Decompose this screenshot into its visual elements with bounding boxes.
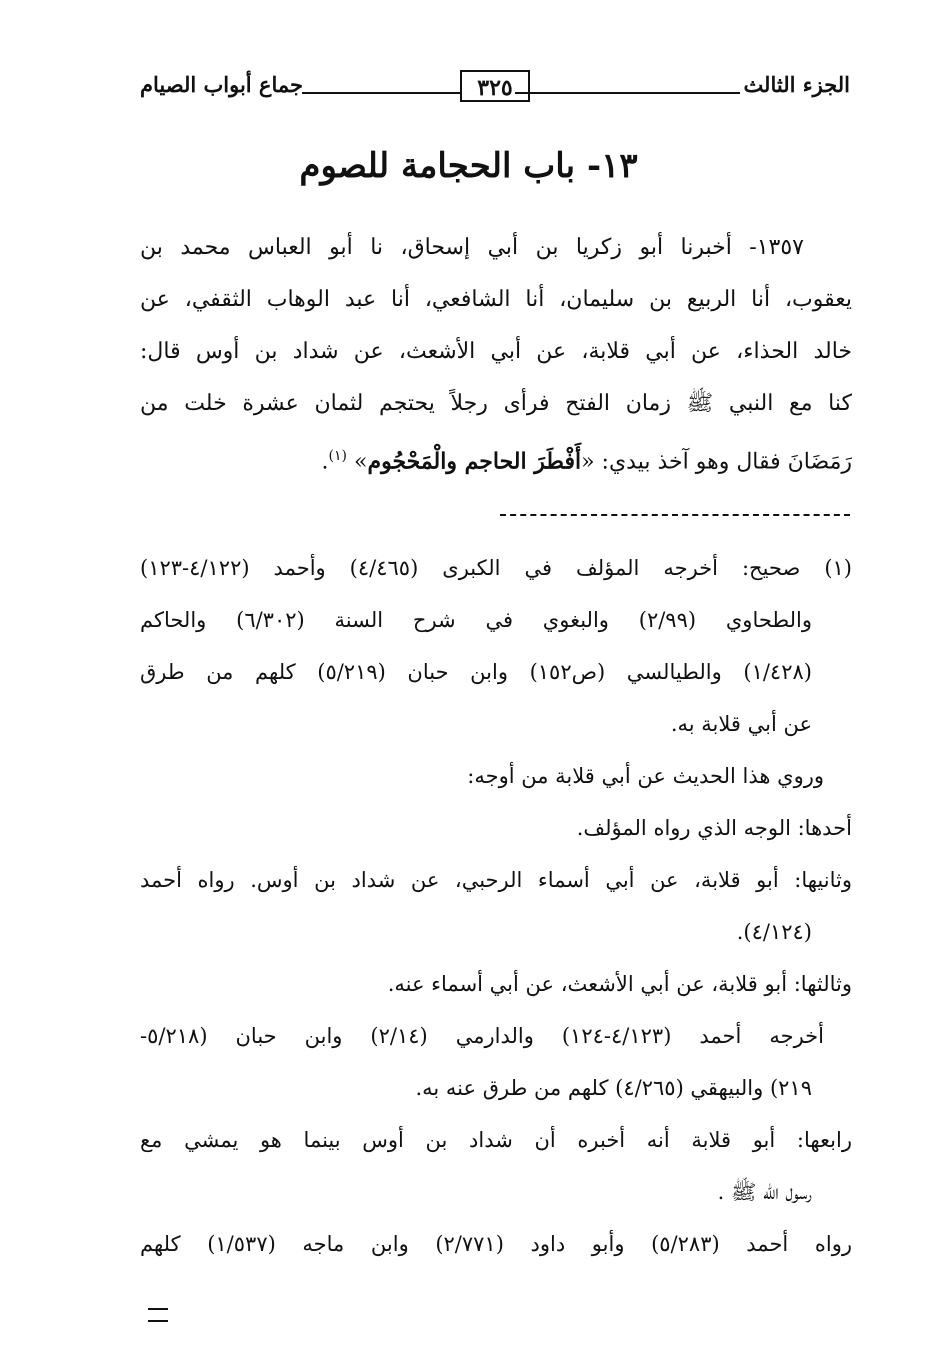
- hadith-line: خالد الحذاء، عن أبي قلابة، عن أبي الأشعث، عن شداد بن أوس قال:: [140, 339, 852, 364]
- footnote-line: وثالثها: أبو قلابة، عن أبي الأشعث، عن أبي أسماء عنه.: [387, 972, 852, 996]
- footnote-line: رواه أحمد (٥/٢٨٣) وأبو داود (٢/٧٧١) وابن ماجه (١/٥٣٧) كلهم: [140, 1232, 852, 1256]
- footnote-line: (١) صحيح: أخرجه المؤلف في الكبرى (٤/٤٦٥) وأحمد (٤/١٢٢-١٢٣): [140, 556, 852, 580]
- header-rule-right: [515, 92, 740, 94]
- footnote-line: أخرجه أحمد (٤/١٢٣-١٢٤) والدارمي (٢/١٤) وابن حبان (٥/٢١٨-: [140, 1024, 824, 1048]
- header-rule-left: [302, 92, 460, 94]
- footnote-line: عن أبي قلابة به.: [670, 712, 812, 736]
- page-number: ٣٢٥: [460, 70, 530, 102]
- hadith-line: كنا مع النبي ﷺ زمان الفتح فرأى رجلاً يحتجم لثمان عشرة خلت من: [140, 391, 852, 416]
- footnote-line: ٢١٩) والبيهقي (٤/٢٦٥) كلهم من طرق عنه به.: [415, 1076, 812, 1100]
- footnote-line: وثانيها: أبو قلابة، عن أبي أسماء الرحبي، عن شداد بن أوس. رواه أحمد: [140, 868, 852, 892]
- volume-label: الجزء الثالث: [743, 72, 850, 97]
- chapter-title: ١٣- باب الحجامة للصوم: [299, 146, 638, 186]
- footnote-separator: [500, 514, 850, 516]
- continuation-mark: [148, 1308, 168, 1322]
- hadith-line: يعقوب، أنا الربيع بن سليمان، أنا الشافعي، أنا عبد الوهاب الثقفي، عن: [140, 287, 852, 312]
- footnote-line: وروي هذا الحديث عن أبي قلابة من أوجه:: [467, 764, 824, 788]
- section-label: جماع أبواب الصيام: [140, 72, 303, 97]
- hadith-period: .: [321, 449, 329, 475]
- hadith-quote: أَفْطَرَ الحاجم والْمَحْجُوم: [367, 448, 582, 475]
- footnote-line: رسول الله ﷺ .: [717, 1180, 812, 1204]
- footnote-line: (١/٤٢٨) والطيالسي (ص١٥٢) وابن حبان (٥/٢١٩) كلهم من طرق: [140, 660, 812, 684]
- footnote-line: والطحاوي (٢/٩٩) والبغوي في شرح السنة (٦/٣٠٢) والحاكم: [140, 608, 812, 632]
- hadith-line: ١٣٥٧- أخبرنا أبو زكريا بن أبي إسحاق، نا أبو العباس محمد بن: [140, 235, 804, 260]
- footnote-line: رابعها: أبو قلابة أنه أخبره أن شداد بن أوس بينما هو يمشي مع: [140, 1128, 852, 1152]
- footnotes: [140, 542, 852, 1270]
- hadith-line: رَمَضَانَ فقال وهو آخذ بيدي: «: [581, 449, 852, 475]
- hadith-quote-end: »: [353, 449, 368, 475]
- footnote-line: (٤/١٢٤).: [736, 920, 812, 944]
- footnote-line: أحدها: الوجه الذي رواه المؤلف.: [576, 816, 852, 840]
- footnote-reference[interactable]: (١): [328, 448, 347, 464]
- running-header: [140, 70, 850, 110]
- hadith-line-last: [140, 430, 852, 488]
- hadith-text: [140, 222, 852, 488]
